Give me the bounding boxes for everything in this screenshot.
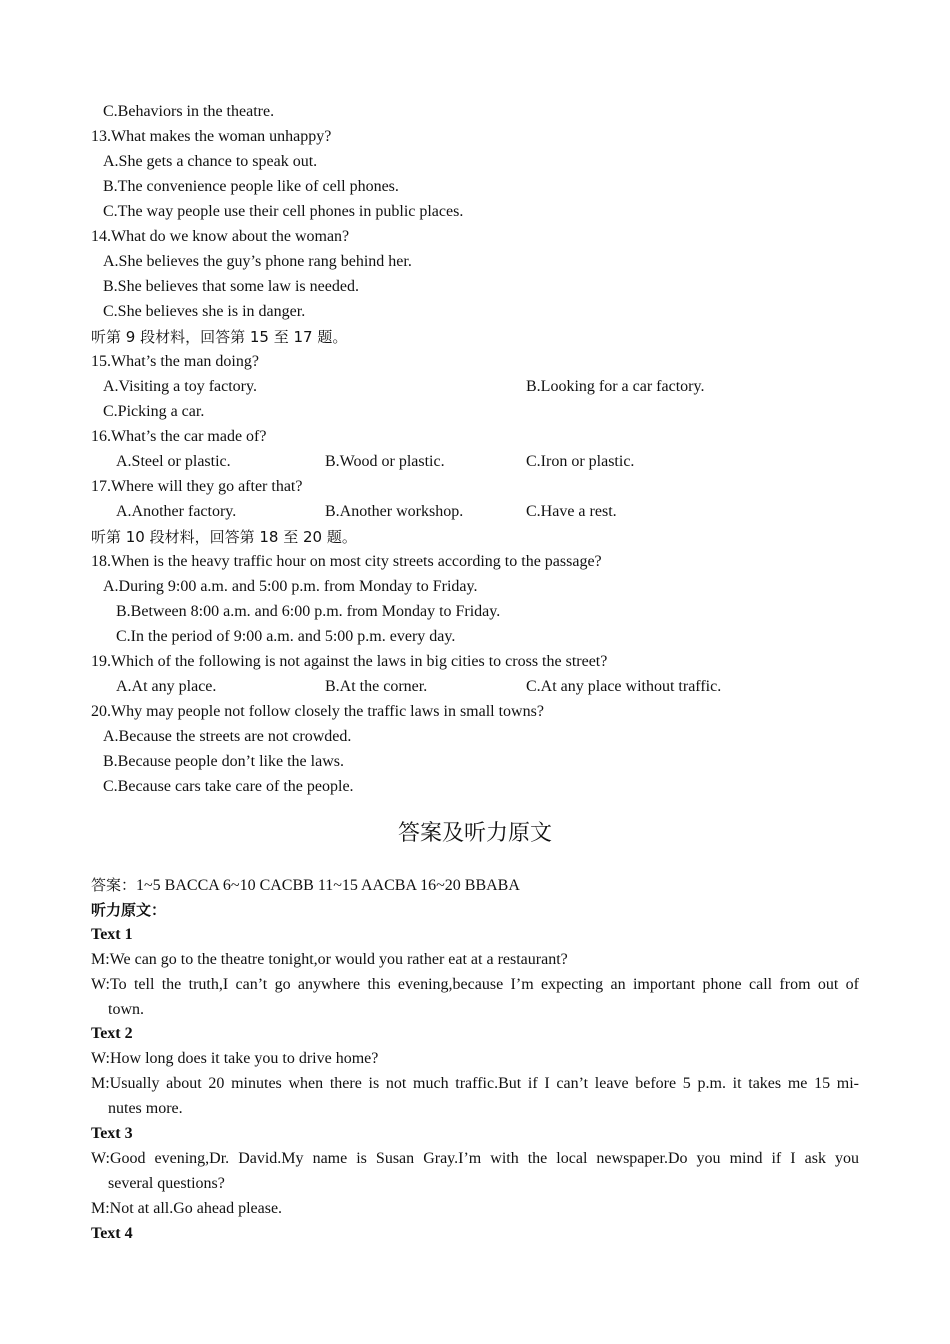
q18-option-a: A.During 9:00 a.m. and 5:00 p.m. from Monday to Friday. [103,578,478,595]
q19-stem: 19.Which of the following is not against the laws in big cities to cross the street? [91,653,608,670]
q20-option-c: C.Because cars take care of the people. [103,778,354,795]
text1-title: Text 1 [91,926,133,943]
q20-option-a: A.Because the streets are not crowded. [103,728,352,745]
q17-option-a: A.Another factory. [116,503,237,520]
q20-stem: 20.Why may people not follow closely the traffic laws in small towns? [91,703,544,720]
section-9-instruction: 听第 9 段材料，回答第 15 至 17 题。 [91,328,348,346]
text1-woman-line-cont: town. [108,1001,144,1018]
q17-option-c: C.Have a rest. [526,503,617,520]
q12-option-c: C.Behaviors in the theatre. [103,103,275,120]
section-10-instruction: 听第 10 段材料，回答第 18 至 20 题。 [91,528,357,546]
text1-woman-line: W:To tell the truth,I can’t go anywhere this evening,because I’m expecting an important phone call from out of [91,976,859,993]
q14-stem: 14.What do we know about the woman? [91,228,350,245]
answers-label: 答案： [91,876,137,894]
q16-option-c: C.Iron or plastic. [526,453,635,470]
text2-title: Text 2 [91,1025,133,1042]
answers-line [91,875,520,896]
q15-option-a: A.Visiting a toy factory. [103,378,257,395]
q19-option-c: C.At any place without traffic. [526,678,722,695]
answers-value: 1~5 BACCA 6~10 CACBB 11~15 AACBA 16~20 BBABA [136,877,520,894]
q14-option-b: B.She believes that some law is needed. [103,278,359,295]
text4-title: Text 4 [91,1225,133,1242]
q15-option-b: B.Looking for a car factory. [526,378,705,395]
q14-option-a: A.She believes the guy’s phone rang behind her. [103,253,412,270]
text3-woman-line-cont: several questions? [108,1175,225,1192]
q18-stem: 18.When is the heavy traffic hour on most city streets according to the passage? [91,553,602,570]
q15-stem: 15.What’s the man doing? [91,353,259,370]
text3-man-line: M:Not at all.Go ahead please. [91,1200,283,1217]
q16-option-b: B.Wood or plastic. [325,453,445,470]
text2-man-line: M:Usually about 20 minutes when there is not much traffic.But if I can’t leave before 5 p.m. it takes me 15 mi- [91,1075,859,1092]
q17-stem: 17.Where will they go after that? [91,478,303,495]
q18-option-b: B.Between 8:00 a.m. and 6:00 p.m. from Monday to Friday. [116,603,501,620]
text3-title: Text 3 [91,1125,133,1142]
q16-stem: 16.What’s the car made of? [91,428,267,445]
q16-option-a: A.Steel or plastic. [116,453,231,470]
q13-option-b: B.The convenience people like of cell phones. [103,178,399,195]
q19-option-a: A.At any place. [116,678,217,695]
q13-option-c: C.The way people use their cell phones in public places. [103,203,464,220]
q20-option-b: B.Because people don’t like the laws. [103,753,344,770]
q15-option-c: C.Picking a car. [103,403,205,420]
q19-option-b: B.At the corner. [325,678,428,695]
q13-stem: 13.What makes the woman unhappy? [91,128,332,145]
q13-option-a: A.She gets a chance to speak out. [103,153,318,170]
q17-option-b: B.Another workshop. [325,503,464,520]
answers-heading: 答案及听力原文 [397,821,552,846]
q18-option-c: C.In the period of 9:00 a.m. and 5:00 p.m. every day. [116,628,456,645]
transcript-label: 听力原文： [91,901,167,919]
text1-man-line: M:We can go to the theatre tonight,or would you rather eat at a restaurant? [91,951,568,968]
text2-man-line-cont: nutes more. [108,1100,183,1117]
q14-option-c: C.She believes she is in danger. [103,303,306,320]
text2-woman-line: W:How long does it take you to drive home? [91,1050,379,1067]
text3-woman-line: W:Good evening,Dr. David.My name is Susan Gray.I’m with the local newspaper.Do you mind if I ask you [91,1150,859,1167]
